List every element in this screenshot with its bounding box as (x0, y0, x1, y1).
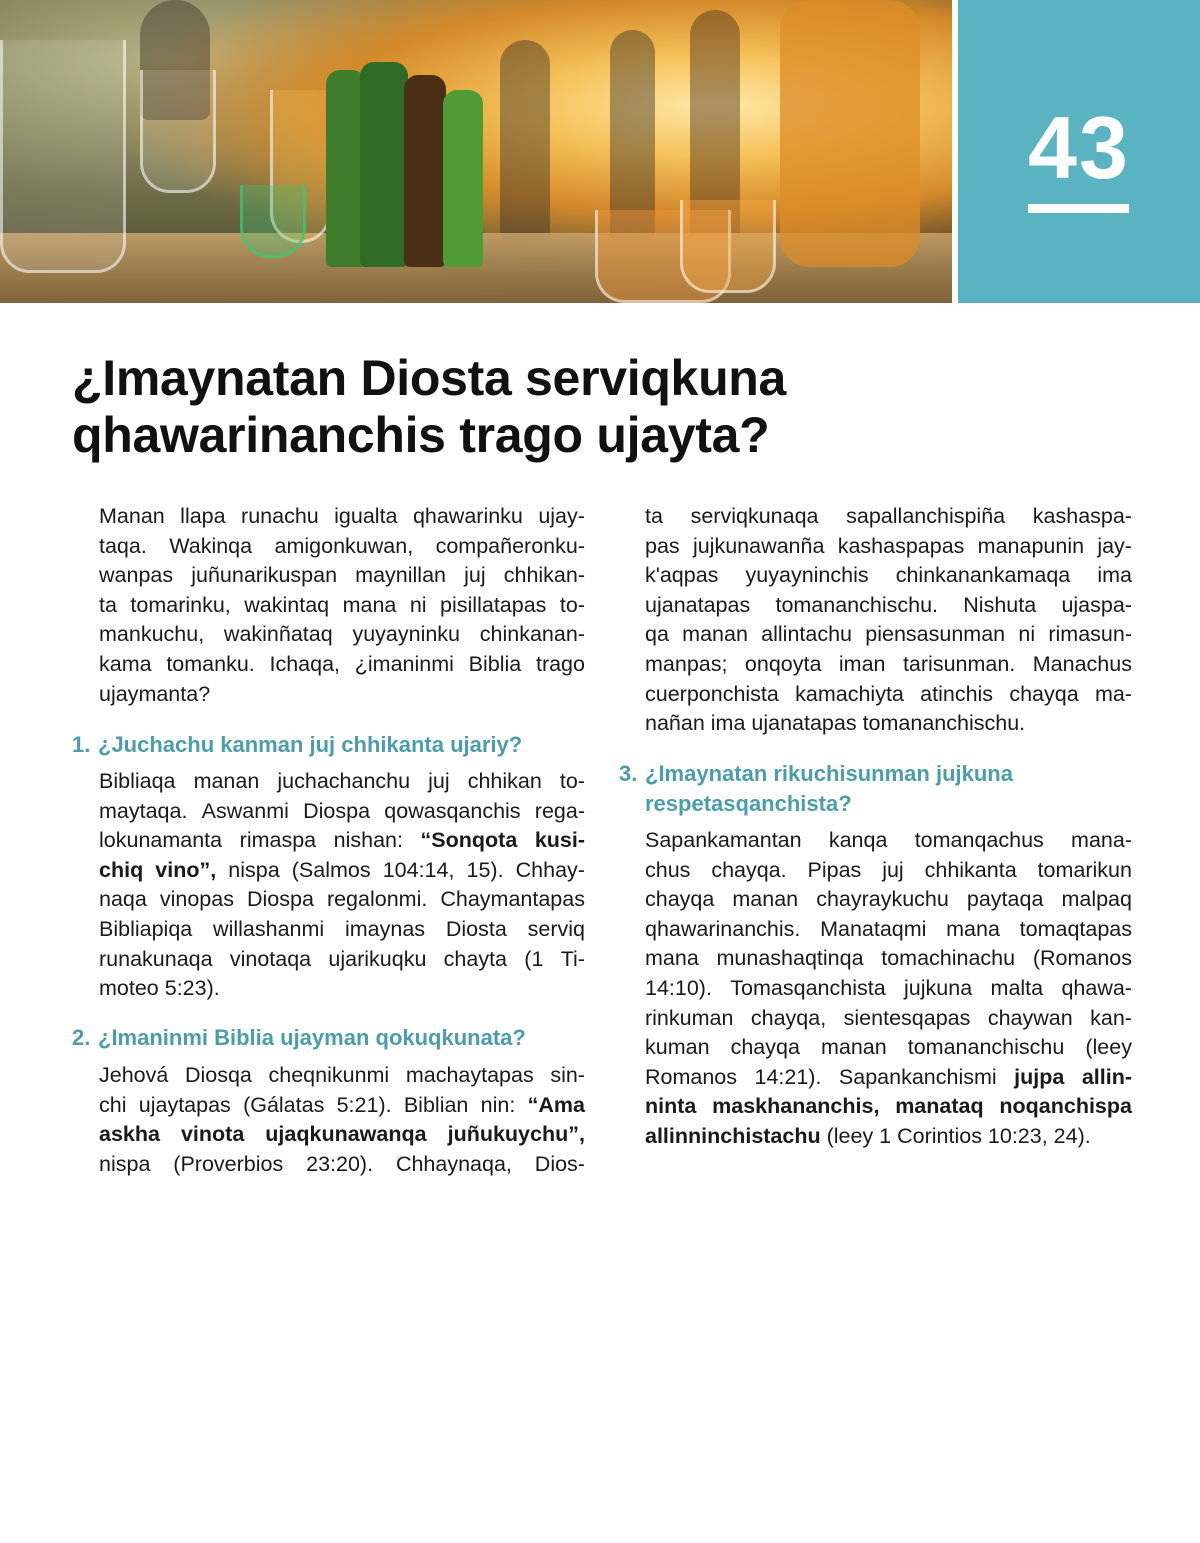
word: chayraykuchu (816, 887, 949, 912)
text-line (99, 620, 585, 650)
text-line (645, 680, 1132, 710)
word: serviqkunaqa (690, 504, 819, 528)
word: onqoyta (744, 651, 822, 676)
word: chinkanan- (479, 622, 585, 647)
word: Chhaynaqa, (395, 1151, 512, 1176)
word: naqa (99, 887, 147, 912)
section-heading-text (645, 759, 1013, 818)
word: mana (342, 592, 397, 617)
word: tomananchischu (907, 1035, 1065, 1060)
word: chinkanankamaqa (895, 563, 1071, 588)
word: regalonmi. (326, 887, 428, 912)
heading-line: respetasqanchista? (645, 790, 852, 816)
word: serviq (527, 916, 585, 941)
word: kan- (1090, 1005, 1132, 1030)
word: vinopas (159, 887, 234, 912)
text-line (645, 1004, 1132, 1034)
word: mana- (1071, 828, 1132, 852)
word: rimaspa (239, 828, 317, 853)
text-line (645, 561, 1132, 591)
word: jay- (1097, 533, 1132, 558)
word: cheqnikunmi (268, 1063, 390, 1087)
word: Chaymantapas (440, 887, 585, 912)
word: Corintios (897, 1123, 988, 1148)
text-line (99, 1091, 585, 1121)
text-line (645, 974, 1132, 1004)
bold-word: chiq (99, 857, 144, 882)
word: nispa (228, 857, 280, 882)
text-line (645, 591, 1132, 621)
word: trago (535, 651, 585, 676)
word: (Proverbios (173, 1151, 284, 1176)
word: mana (645, 946, 699, 971)
word: Sapankanchismi (838, 1064, 997, 1089)
section-heading-3 (619, 759, 1013, 818)
word: 10:23, (987, 1123, 1054, 1148)
chapter-badge (958, 0, 1200, 303)
word: Manachus (1032, 651, 1132, 676)
word: jujkunawanña (692, 533, 825, 558)
word: ma- (1094, 681, 1132, 706)
text-line (645, 650, 1132, 680)
word: lokunamanta (99, 828, 223, 853)
bold-word: “Ama (527, 1092, 585, 1117)
word: allintachu (761, 622, 853, 647)
text-line (99, 680, 585, 710)
text-line (645, 826, 1132, 856)
word: Diosqa (184, 1063, 252, 1087)
text-line (99, 915, 585, 945)
word: chayqa (730, 1035, 800, 1060)
word: k'aqpas (645, 563, 719, 588)
text-line (99, 591, 585, 621)
word: tomanku. (166, 651, 255, 676)
word: ni (1018, 622, 1036, 647)
word: yuyayninchis (745, 563, 869, 588)
word: kanqa (828, 828, 888, 852)
word: maytaqa. (99, 798, 188, 823)
word: nishan: (333, 828, 403, 853)
word: qhawa- (1061, 975, 1132, 1000)
word: Diospa (246, 887, 314, 912)
text-line (645, 915, 1132, 945)
word: tarisunman. (902, 651, 1016, 676)
section-2-paragraph-continued (645, 502, 1132, 739)
word: chhikanta (924, 857, 1017, 882)
word: Wakinqa (169, 533, 253, 558)
word: compañeronku- (435, 533, 585, 558)
word: manan (820, 1035, 887, 1060)
word: ujanatapas (645, 592, 751, 617)
word: manapunin (977, 533, 1085, 558)
word: Sapankamantan (645, 828, 802, 852)
word: mana (946, 916, 1000, 941)
text-line (645, 1122, 1132, 1152)
word: yuyayninku (352, 622, 461, 647)
section-heading-2 (72, 1023, 526, 1053)
heading-line: ¿Imaninmi Biblia ujayman qokuqkunata? (98, 1025, 526, 1050)
word: ujaytapas (138, 1092, 231, 1117)
word: ujaymanta? (99, 681, 211, 706)
title-line: qhawarinanchis trago ujayta? (72, 407, 770, 463)
heading-line: ¿Juchachu kanman juj chhikanta ujariy? (98, 732, 523, 757)
word: Jehová (99, 1063, 169, 1087)
word: tomananchischu. (775, 592, 939, 617)
word: Nishuta (963, 592, 1037, 617)
page-title (72, 350, 786, 464)
text-line (99, 826, 585, 856)
word: (1 (524, 946, 544, 971)
word: wakinñataq (223, 622, 333, 647)
word: llapa (180, 504, 226, 528)
word: wakintaq (244, 592, 330, 617)
word: 5:21). (336, 1092, 392, 1117)
word: (leey (1085, 1035, 1132, 1060)
word: qa (645, 622, 669, 647)
word: manan (682, 622, 748, 647)
word: Diospa (303, 798, 371, 823)
text-line (99, 974, 585, 1004)
word: machaytapas (405, 1063, 534, 1087)
text-line (99, 1120, 585, 1150)
word: Dios- (534, 1151, 585, 1176)
word: nispa (99, 1151, 151, 1176)
word: cuerponchista (645, 681, 779, 706)
word: juj (464, 563, 486, 588)
word: Ichaqa, (269, 651, 341, 676)
text-line (99, 650, 585, 680)
word: pas (645, 533, 680, 558)
word: 23:20). (306, 1151, 374, 1176)
word: chayqa (645, 887, 715, 912)
bold-word: ninta (645, 1094, 697, 1119)
word: Bibliapiqa (99, 916, 193, 941)
word: chayqa, (750, 1005, 827, 1030)
word: qhawarinku (412, 504, 523, 528)
word: ujay- (538, 504, 585, 528)
word: 15). (466, 857, 504, 882)
text-line (645, 1092, 1132, 1122)
text-line (645, 944, 1132, 974)
bold-word: vino”, (155, 857, 217, 882)
word: (Romanos (1032, 946, 1132, 971)
word: taqa. (99, 533, 147, 558)
word: ni (409, 592, 427, 617)
word: moteo (99, 976, 165, 1001)
text-line (645, 1033, 1132, 1063)
word: chhikan- (503, 563, 585, 588)
section-heading-text (98, 730, 522, 760)
bold-word: juñukuychu”, (447, 1122, 585, 1147)
bold-word: “Sonqota (420, 828, 518, 853)
text-line (99, 1061, 585, 1091)
word: sin- (550, 1063, 585, 1087)
word: ima (710, 711, 752, 736)
word: 5:23). (164, 976, 220, 1001)
word: sapallanchispiña (846, 504, 1006, 528)
word: jujkuna (904, 975, 973, 1000)
word: chhikan (467, 769, 542, 793)
word: (Salmos (291, 857, 371, 882)
section-number: 2. (72, 1025, 91, 1050)
word: Chhay- (515, 857, 585, 882)
word: kuman (645, 1035, 710, 1060)
word: (leey (826, 1123, 880, 1148)
word: 24). (1053, 1123, 1091, 1148)
word: kashaspapas (837, 533, 965, 558)
text-line (99, 797, 585, 827)
word: 1 (879, 1123, 898, 1148)
word: piensasunman (865, 622, 1006, 647)
word: manan (732, 887, 799, 912)
chapter-number: 43 (1028, 98, 1130, 197)
bold-word: maskhananchis, (712, 1094, 880, 1119)
section-1-paragraph (99, 767, 585, 1004)
word: pisillatapas (440, 592, 547, 617)
word: rega- (534, 798, 585, 823)
word: rimasun- (1048, 622, 1132, 647)
word: chayta (443, 946, 508, 971)
word: juj (428, 769, 450, 793)
text-line (99, 532, 585, 562)
word: tomachinachu (881, 946, 1016, 971)
section-2-paragraph (99, 1061, 585, 1179)
word: malta (990, 975, 1044, 1000)
word: Pipas (807, 857, 862, 882)
word: maynillan (355, 563, 446, 588)
word: ujaspa- (1061, 592, 1132, 617)
word: tomanqachus (914, 828, 1044, 852)
text-line (99, 767, 585, 797)
text-line (99, 1150, 585, 1180)
word: nañan (645, 711, 711, 736)
text-line (99, 885, 585, 915)
section-number: 1. (72, 732, 91, 757)
heading-line: ¿Imaynatan rikuchisunman jujkuna (645, 761, 1013, 786)
word: chi (99, 1092, 127, 1117)
text-line (645, 856, 1132, 886)
word: willashanmi (213, 916, 325, 941)
word: kashaspa- (1032, 504, 1132, 528)
word: juj (882, 857, 904, 882)
word: Ti- (560, 946, 585, 971)
word: Aswanmi (201, 798, 289, 823)
text-line (99, 856, 585, 886)
bold-word: jujpa (1014, 1064, 1065, 1089)
section-number: 3. (619, 761, 638, 786)
word: qhawarinanchis. (645, 916, 801, 941)
word: ta (645, 504, 663, 528)
word: chaywan (987, 1005, 1073, 1030)
word: amigonkuwan, (274, 533, 414, 558)
bold-word: manataq (895, 1094, 984, 1119)
text-line (99, 561, 585, 591)
word: chayqa. (711, 857, 787, 882)
word: sientesqapas (843, 1005, 971, 1030)
word: tomaqtapas (1019, 916, 1132, 941)
bold-word: noqanchispa (999, 1094, 1132, 1119)
section-heading-text (98, 1023, 526, 1053)
text-line (645, 1063, 1132, 1093)
word: 104:14, (382, 857, 455, 882)
word: 14:10). (645, 975, 712, 1000)
word: manan (193, 769, 260, 793)
word: wanpas (99, 563, 174, 588)
word: tomananchischu. (862, 711, 1026, 736)
word: tomarikun (1037, 857, 1132, 882)
text-line (645, 502, 1132, 532)
word: to- (559, 592, 585, 617)
word: Bibliaqa (99, 769, 176, 793)
word: ¿imaninmi (354, 651, 454, 676)
word: rinkuman (645, 1005, 734, 1030)
word: munashaqtinqa (716, 946, 864, 971)
word: nin: (480, 1092, 516, 1117)
word: ujarikuqku (328, 946, 427, 971)
word: Diosta (445, 916, 507, 941)
word: iman (838, 651, 886, 676)
text-line (99, 502, 585, 532)
word: atinchis (920, 681, 994, 706)
word: ima (1097, 563, 1132, 588)
word: to- (559, 769, 585, 793)
text-line (645, 709, 1132, 739)
word: igualta (334, 504, 398, 528)
word: imaynas (344, 916, 426, 941)
word: paytaqa (966, 887, 1044, 912)
word: juchachanchu (277, 769, 411, 793)
bold-word: allin- (1081, 1064, 1132, 1089)
word: Manan (99, 504, 165, 528)
word: ujanatapas (751, 711, 863, 736)
bold-word: kusi- (534, 828, 585, 853)
word: tomarinku, (130, 592, 231, 617)
section-heading-1 (72, 730, 522, 760)
word: Biblia (468, 651, 522, 676)
word: Manataqmi (820, 916, 927, 941)
text-line (99, 945, 585, 975)
chapter-underline (1028, 204, 1129, 213)
word: juñunarikuspan (191, 563, 338, 588)
word: malpaq (1061, 887, 1132, 912)
word: runakunaqa (99, 946, 213, 971)
text-line (645, 885, 1132, 915)
intro-paragraph (99, 502, 585, 709)
word: vinotaqa (229, 946, 312, 971)
word: (Gálatas (243, 1092, 325, 1117)
word: kamachiyta (795, 681, 904, 706)
text-line (645, 620, 1132, 650)
word: Romanos (645, 1064, 738, 1089)
word: chus (645, 857, 691, 882)
word: Tomasqanchista (730, 975, 886, 1000)
bold-word: vinota (180, 1122, 245, 1147)
section-3-paragraph (645, 826, 1132, 1152)
title-line: ¿Imaynatan Diosta serviqkuna (72, 350, 787, 406)
bold-word: ujaqkunawanqa (265, 1122, 427, 1147)
word: mankuchu, (99, 622, 205, 647)
word: runachu (241, 504, 319, 528)
word: Biblian (403, 1092, 469, 1117)
header-photo (0, 0, 952, 303)
word: ta (99, 592, 117, 617)
word: chayqa (1009, 681, 1079, 706)
word: manpas; (645, 651, 728, 676)
text-line (645, 532, 1132, 562)
word: 14:21). (754, 1064, 822, 1089)
word: qowasqanchis (384, 798, 521, 823)
bold-word: askha (99, 1122, 160, 1147)
bold-word: allinninchistachu (645, 1123, 827, 1148)
word: kama (99, 651, 152, 676)
